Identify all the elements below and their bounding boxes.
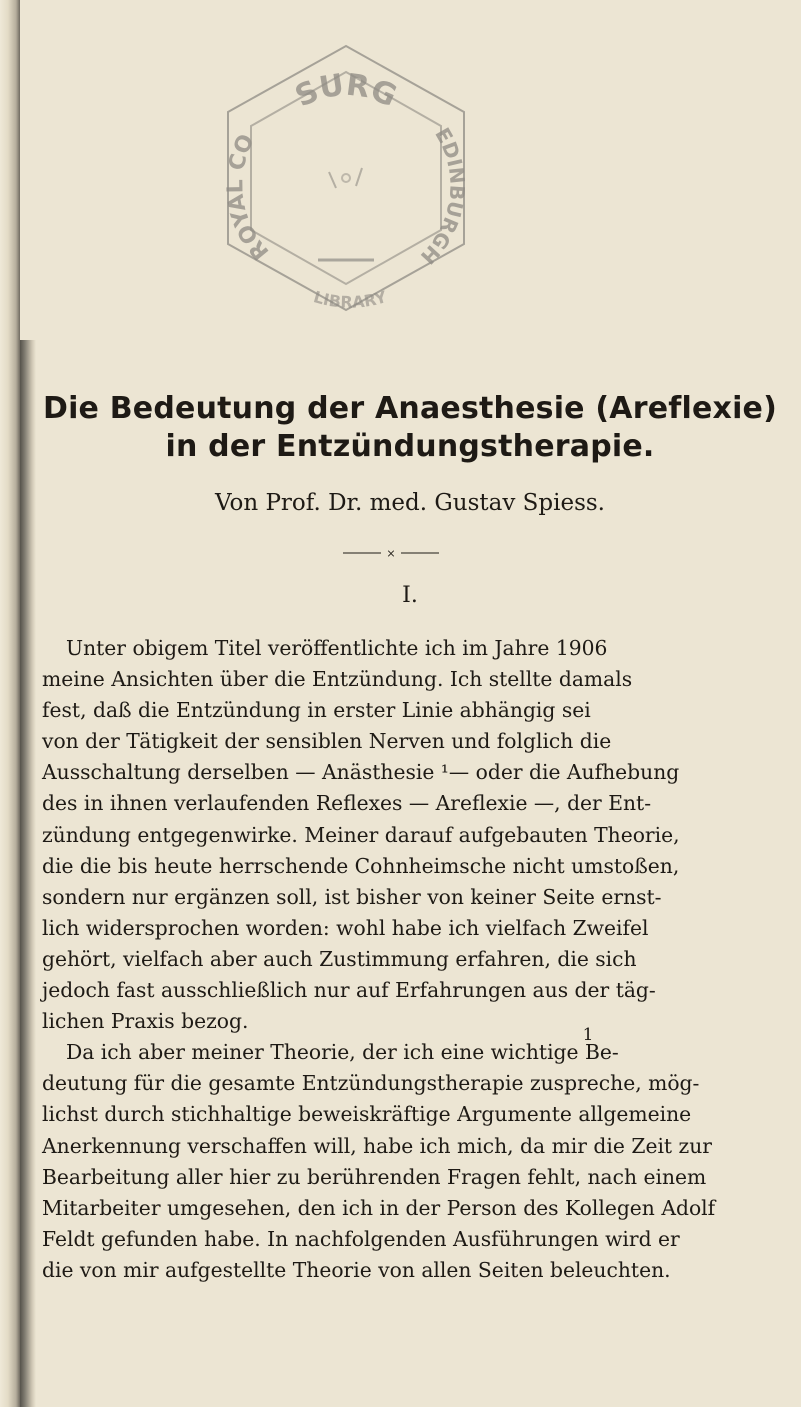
body-line: Feldt gefunden habe. In nachfolgenden Ausführungen wird er bbox=[42, 1226, 680, 1251]
page-gutter bbox=[0, 0, 20, 1407]
stamp-top-text: SURG bbox=[289, 67, 402, 115]
body-line: von der Tätigkeit der sensiblen Nerven und folglich die bbox=[42, 729, 612, 754]
stamp-left-text: ROYAL CO bbox=[223, 130, 275, 265]
body-line: gehört, vielfach aber auch Zustimmung erfahren, die sich bbox=[42, 946, 637, 971]
section-number: I. bbox=[402, 583, 418, 608]
title-line: Die Bedeutung der Anaesthesie (Areflexie) bbox=[42, 391, 778, 426]
author-line: Von Prof. Dr. med. Gustav Spiess. bbox=[214, 490, 605, 516]
body-line: Bearbeitung aller hier zu berührenden Fragen fehlt, nach einem bbox=[42, 1164, 707, 1189]
library-stamp-graphic bbox=[196, 28, 496, 328]
body-line: Da ich aber meiner Theorie, der ich eine wichtige Be- bbox=[66, 1040, 619, 1065]
stamp-right-text: EDINBURGH bbox=[415, 123, 470, 270]
body-line: lichst durch stichhaltige beweiskräftige Argumente allgemeine bbox=[42, 1102, 692, 1127]
body-line: jedoch fast ausschließlich nur auf Erfahrungen aus der täg- bbox=[42, 978, 656, 1003]
body-line: zündung entgegenwirke. Meiner darauf aufgebauten Theorie, bbox=[42, 822, 680, 847]
body-line: deutung für die gesamte Entzündungstherapie zuspreche, mög- bbox=[42, 1071, 700, 1096]
separator-mark: × bbox=[386, 547, 396, 559]
body-line: meine Ansichten über die Entzündung. Ich stellte damals bbox=[42, 667, 633, 692]
svg-text:SURG bbox=[290, 68, 402, 115]
body-line: lich widersprochen worden: wohl habe ich vielfach Zweifel bbox=[42, 915, 649, 940]
page-number: 1 bbox=[582, 1025, 594, 1045]
body-line: sondern nur ergänzen soll, ist bisher von keiner Seite ernst- bbox=[42, 884, 662, 909]
stamp-bottom-text: LIBRARY bbox=[311, 287, 389, 312]
body-line: die die bis heute herrschende Cohnheimsche nicht umstoßen, bbox=[42, 853, 680, 878]
body-line: Mitarbeiter umgesehen, den ich in der Person des Kollegen Adolf bbox=[42, 1195, 716, 1220]
svg-text:EDINBURGH bbox=[416, 124, 470, 270]
title-line: in der Entzündungstherapie. bbox=[165, 429, 655, 464]
article-title bbox=[40, 390, 780, 466]
body-line: Ausschaltung derselben — Anästhesie ¹— oder die Aufhebung bbox=[42, 760, 680, 785]
body-line: die von mir aufgestellte Theorie von allen Seiten beleuchten. bbox=[42, 1257, 671, 1282]
svg-text:ROYAL CO bbox=[223, 131, 274, 264]
body-line: Unter obigem Titel veröffentlichte ich im Jahre 1906 bbox=[66, 636, 608, 660]
binding-shadow bbox=[20, 340, 36, 1407]
separator-rule bbox=[343, 547, 439, 559]
body-line: fest, daß die Entzündung in erster Linie abhängig sei bbox=[42, 698, 591, 723]
body-line: lichen Praxis bezog. bbox=[42, 1009, 249, 1034]
body-line: Anerkennung verschaffen will, habe ich mich, da mir die Zeit zur bbox=[42, 1133, 712, 1158]
library-stamp bbox=[196, 28, 496, 328]
svg-text:LIBRARY bbox=[311, 287, 389, 312]
body-line: des in ihnen verlaufenden Reflexes — Areflexie —, der Ent- bbox=[42, 791, 652, 816]
article-body bbox=[42, 633, 772, 1286]
